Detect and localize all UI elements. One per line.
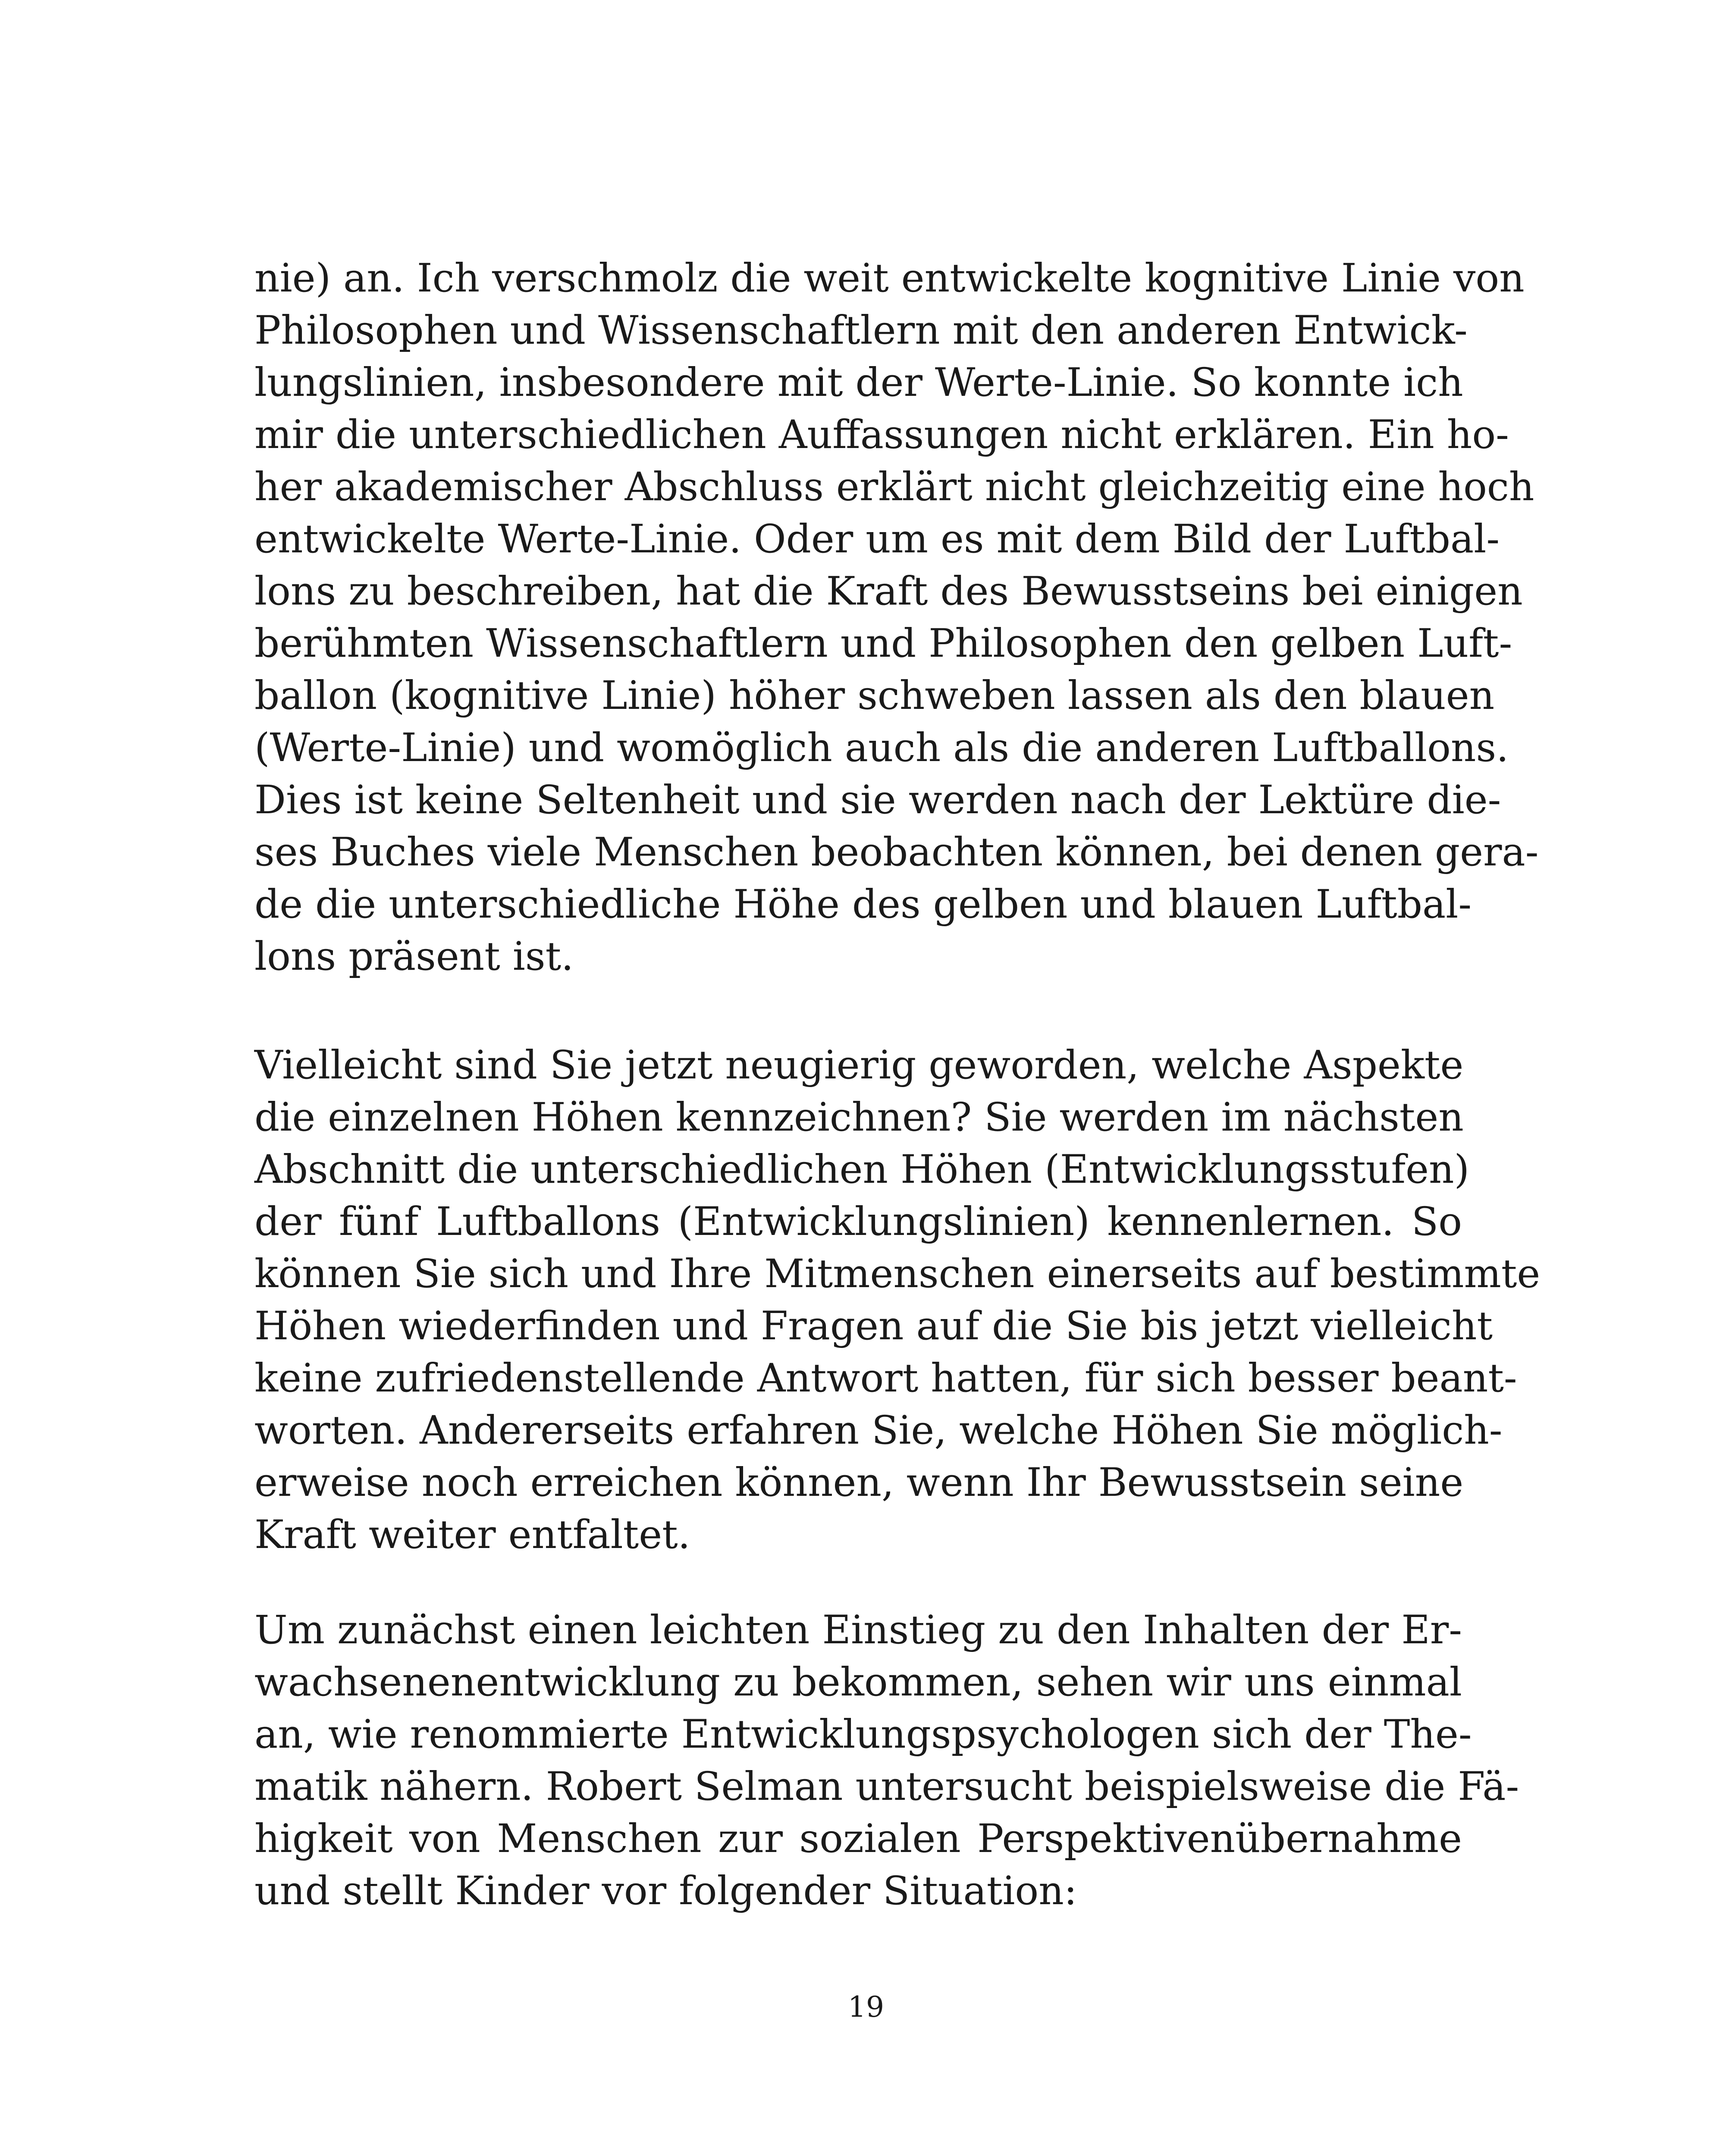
paragraph-2-line-9: erweise noch erreichen können, wenn Ihr Bewusstsein seine xyxy=(254,1460,1464,1505)
paragraph-1-line-12: ses Buches viele Menschen beobachten können, bei denen gera- xyxy=(254,830,1539,875)
paragraph-2-line-3: Abschnitt die unterschiedlichen Höhen (Entwicklungsstufen) xyxy=(254,1147,1470,1192)
paragraph-1-line-11: Dies ist keine Seltenheit und sie werden nach der Lektüre die- xyxy=(254,777,1501,823)
paragraph-2-line-4: der fünf Luftballons (Entwicklungslinien) kennenlernen. So xyxy=(254,1199,1462,1244)
paragraph-1-line-1: nie) an. Ich verschmolz die weit entwickelte kognitive Linie von xyxy=(254,256,1525,301)
paragraph-3-line-6: und stellt Kinder vor folgender Situation: xyxy=(254,1868,1077,1914)
paragraph-3-line-2: wachsenenentwicklung zu bekommen, sehen wir uns einmal xyxy=(254,1660,1462,1705)
paragraph-1-line-5: her akademischer Abschluss erklärt nicht gleichzeitig eine hoch xyxy=(254,464,1534,510)
paragraph-1-line-9: ballon (kognitive Linie) höher schweben lassen als den blauen xyxy=(254,673,1495,718)
paragraph-1-line-8: berühmten Wissenschaftlern und Philosophen den gelben Luft- xyxy=(254,621,1512,666)
paragraph-3-line-5: higkeit von Menschen zur sozialen Perspektivenübernahme xyxy=(254,1816,1462,1861)
paragraph-2-line-5: können Sie sich und Ihre Mitmenschen einerseits auf bestimmte xyxy=(254,1251,1541,1297)
paragraph-1-line-6: entwickelte Werte-Linie. Oder um es mit dem Bild der Luftbal- xyxy=(254,517,1500,562)
page-number: 19 xyxy=(848,1990,884,2024)
paragraph-1 xyxy=(254,252,1539,983)
paragraph-2-line-1: Vielleicht sind Sie jetzt neugierig geworden, welche Aspekte xyxy=(254,1043,1464,1088)
paragraph-2-line-7: keine zufriedenstellende Antwort hatten, für sich besser beant- xyxy=(254,1356,1517,1401)
paragraph-2 xyxy=(254,1039,1541,1561)
paragraph-2-line-10: Kraft weiter entfaltet. xyxy=(254,1512,690,1557)
paragraph-3-line-1: Um zunächst einen leichten Einstieg zu den Inhalten der Er- xyxy=(254,1608,1462,1653)
paragraph-1-line-14: lons präsent ist. xyxy=(254,934,574,979)
paragraph-1-line-2: Philosophen und Wissenschaftlern mit den anderen Entwick- xyxy=(254,308,1468,353)
paragraph-3 xyxy=(254,1604,1519,1917)
paragraph-2-line-6: Höhen wiederfinden und Fragen auf die Sie bis jetzt vielleicht xyxy=(254,1304,1493,1349)
paragraph-2-line-8: worten. Andererseits erfahren Sie, welche Höhen Sie möglich- xyxy=(254,1408,1503,1453)
paragraph-1-line-3: lungslinien, insbesondere mit der Werte-Linie. So konnte ich xyxy=(254,360,1463,405)
paragraph-3-line-4: matik nähern. Robert Selman untersucht beispielsweise die Fä- xyxy=(254,1764,1519,1809)
paragraph-1-line-13: de die unterschiedliche Höhe des gelben und blauen Luftbal- xyxy=(254,882,1472,927)
paragraph-1-line-10: (Werte-Linie) und womöglich auch als die anderen Luftballons. xyxy=(254,725,1509,771)
paragraph-1-line-4: mir die unterschiedlichen Auffassungen nicht erklären. Ein ho- xyxy=(254,412,1509,458)
paragraph-3-line-3: an, wie renommierte Entwicklungspsychologen sich der The- xyxy=(254,1712,1472,1757)
paragraph-2-line-2: die einzelnen Höhen kennzeichnen? Sie werden im nächsten xyxy=(254,1095,1464,1140)
paragraph-1-line-7: lons zu beschreiben, hat die Kraft des Bewusstseins bei einigen xyxy=(254,569,1523,614)
